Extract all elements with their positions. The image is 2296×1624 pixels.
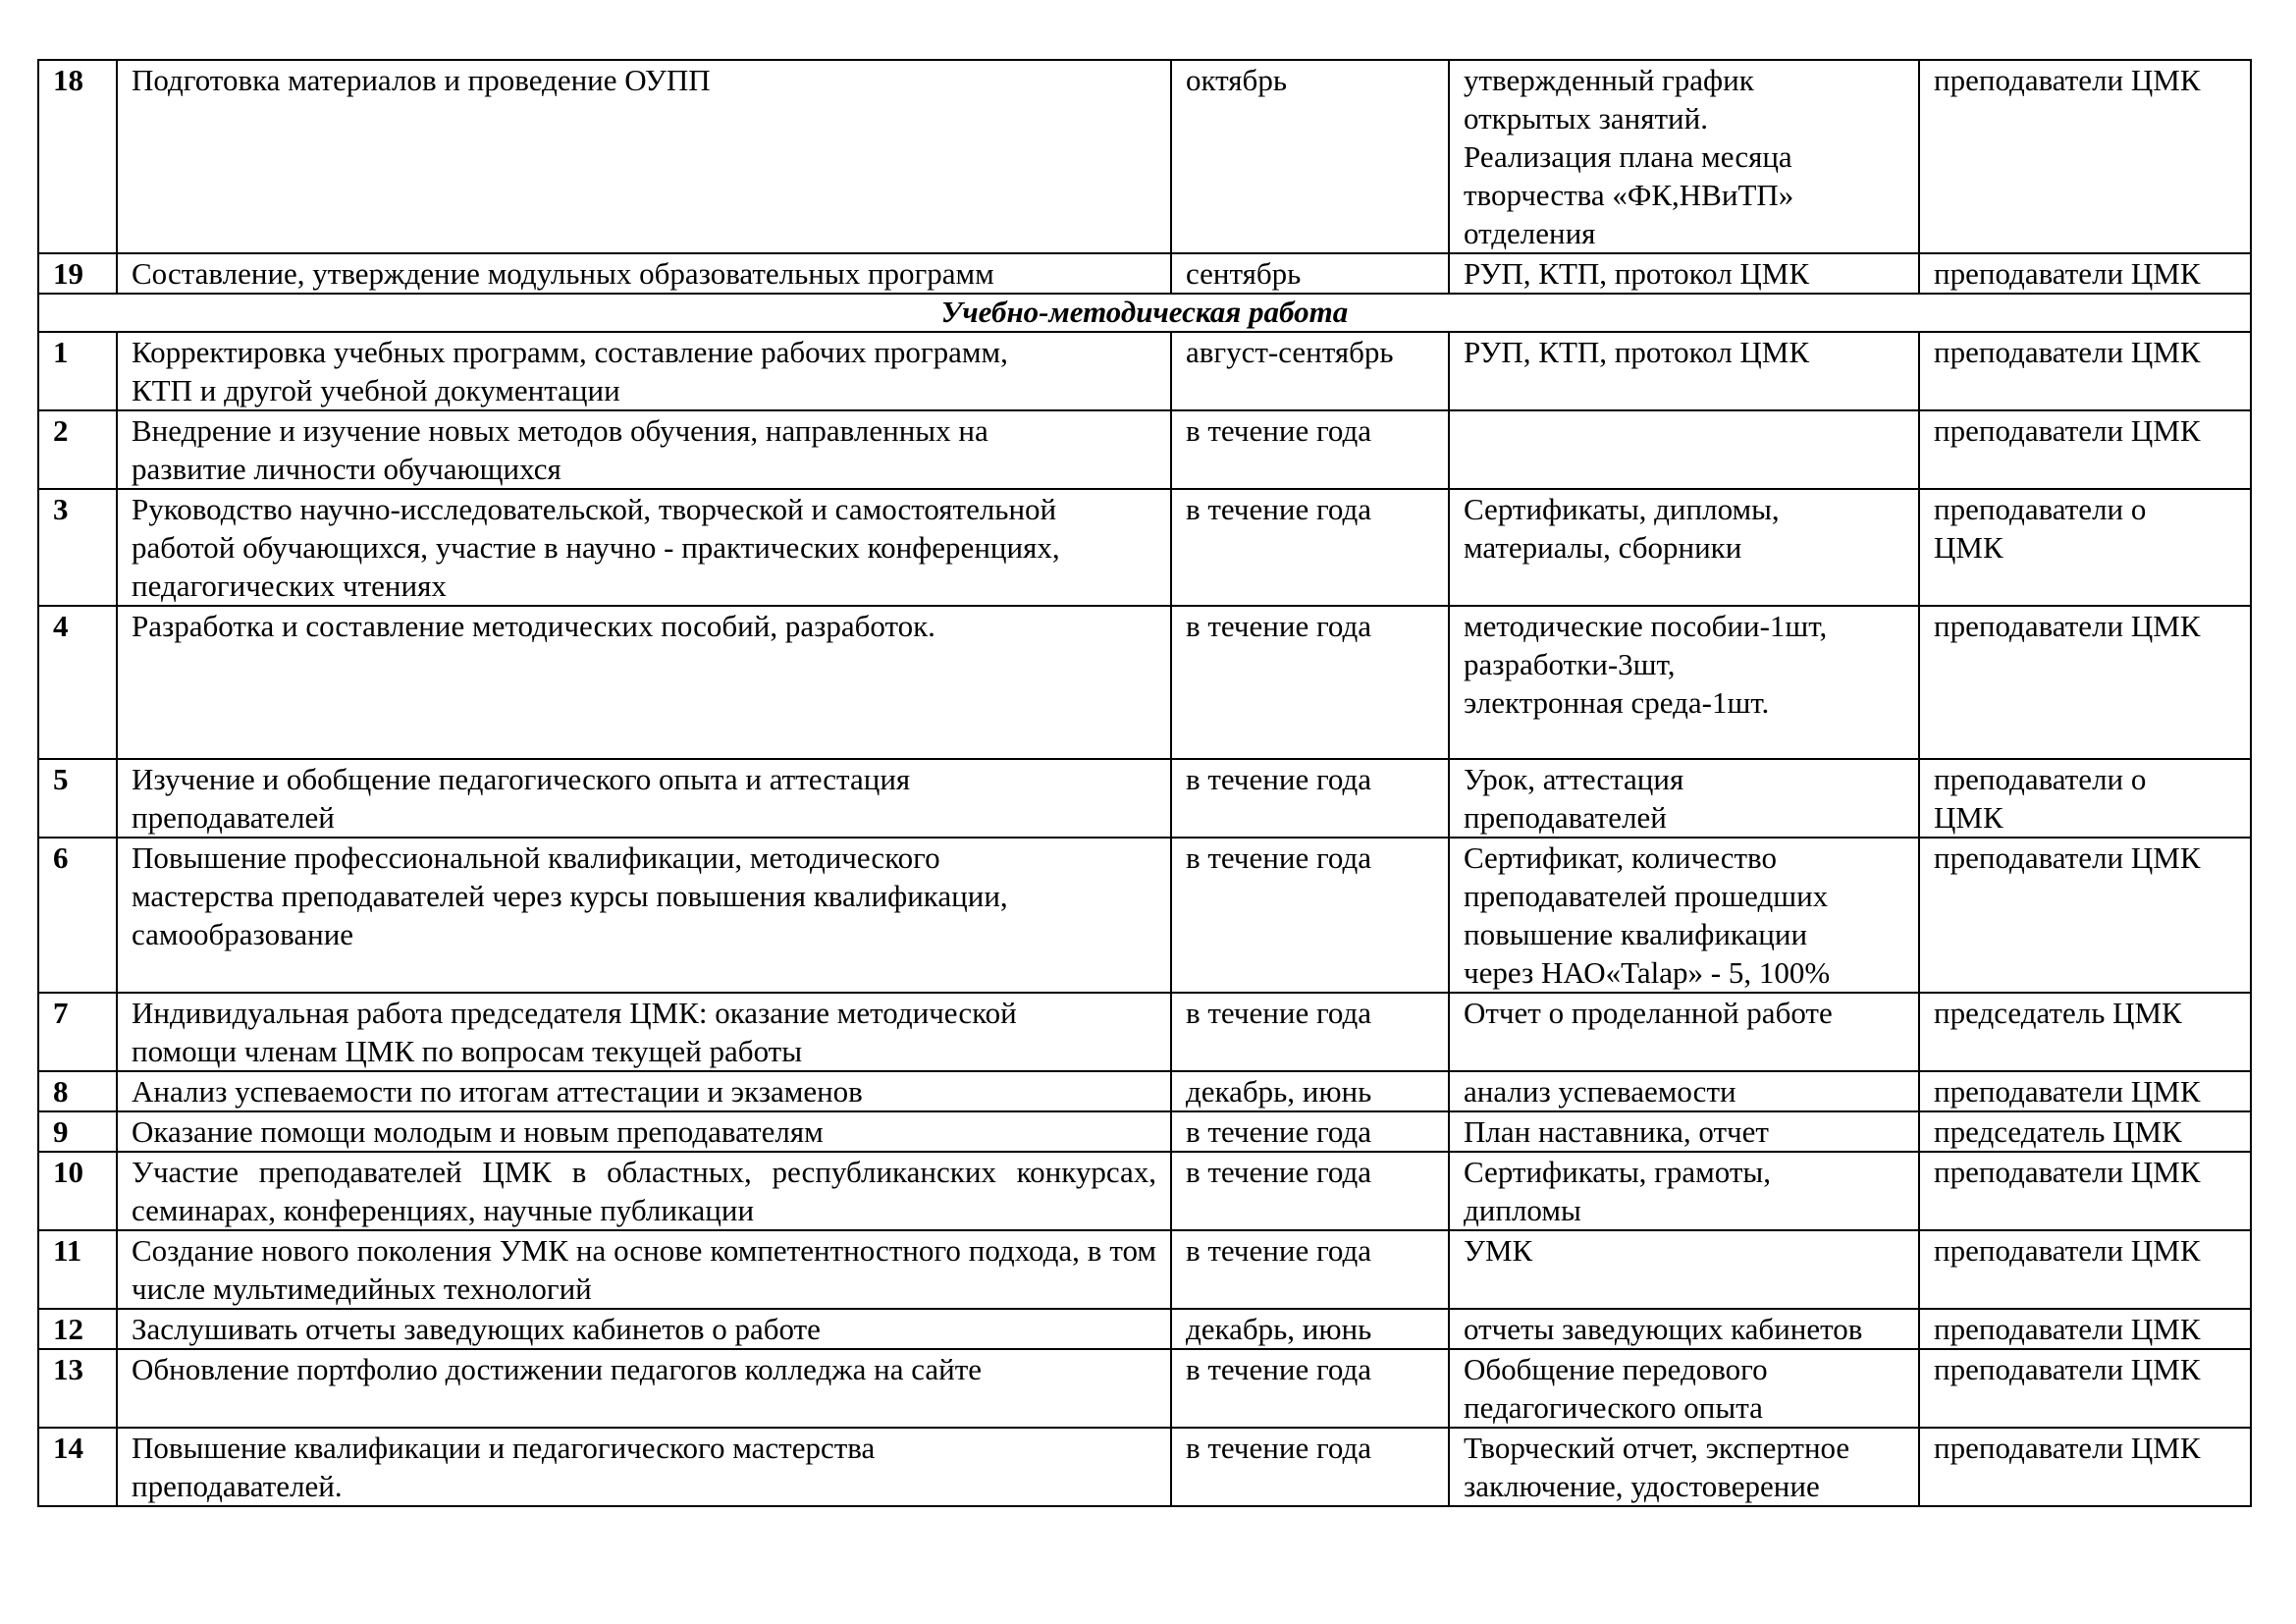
row-number: 18 (38, 60, 117, 253)
task-cell: Разработка и составление методических пособий, разработок. (117, 606, 1171, 759)
result-cell: анализ успеваемости (1449, 1071, 1919, 1111)
result-cell: Отчет о проделанной работе (1449, 993, 1919, 1071)
table-row (38, 759, 2251, 838)
term-cell: август-сентябрь (1171, 332, 1449, 410)
task-cell: Повышение квалификации и педагогического мастерства преподавателей. (117, 1428, 1171, 1506)
task-cell: Подготовка материалов и проведение ОУПП (117, 60, 1171, 253)
result-cell: УМК (1449, 1230, 1919, 1309)
row-number: 6 (38, 838, 117, 993)
row-number: 19 (38, 253, 117, 294)
result-cell: утвержденный график открытых занятий. Реализация плана месяца творчества «ФК,НВиТП» отделения (1449, 60, 1919, 253)
task-cell: Участие преподавателей ЦМК в областных, республиканских конкурсах, семинарах, конференциях, научные публикации (117, 1152, 1171, 1230)
term-cell: в течение года (1171, 489, 1449, 606)
result-cell: отчеты заведующих кабинетов (1449, 1309, 1919, 1349)
responsible-cell: преподаватели ЦМК (1919, 1071, 2251, 1111)
term-cell: в течение года (1171, 410, 1449, 489)
task-cell: Корректировка учебных программ, составление рабочих программ, КТП и другой учебной документации (117, 332, 1171, 410)
task-cell: Изучение и обобщение педагогического опыта и аттестация преподавателей (117, 759, 1171, 838)
term-cell: в течение года (1171, 759, 1449, 838)
responsible-cell: преподаватели ЦМК (1919, 838, 2251, 993)
result-cell: План наставника, отчет (1449, 1111, 1919, 1152)
row-number: 5 (38, 759, 117, 838)
table-row (38, 1349, 2251, 1428)
task-cell: Индивидуальная работа председателя ЦМК: оказание методической помощи членам ЦМК по вопросам текущей работы (117, 993, 1171, 1071)
term-cell: в течение года (1171, 606, 1449, 759)
table-row (38, 838, 2251, 993)
table-row (38, 606, 2251, 759)
responsible-cell: преподаватели ЦМК (1919, 1230, 2251, 1309)
result-cell: РУП, КТП, протокол ЦМК (1449, 253, 1919, 294)
result-cell: Сертификат, количество преподавателей прошедших повышение квалификации через НАО«Talap» - 5, 100% (1449, 838, 1919, 993)
row-number: 12 (38, 1309, 117, 1349)
term-cell: декабрь, июнь (1171, 1071, 1449, 1111)
table-row (38, 60, 2251, 253)
task-cell: Заслушивать отчеты заведующих кабинетов о работе (117, 1309, 1171, 1349)
table-row (38, 489, 2251, 606)
task-cell: Обновление портфолио достижении педагогов колледжа на сайте (117, 1349, 1171, 1428)
table-row (38, 1111, 2251, 1152)
section-row (38, 294, 2251, 332)
table-row (38, 1428, 2251, 1506)
row-number: 2 (38, 410, 117, 489)
task-cell: Внедрение и изучение новых методов обучения, направленных на развитие личности обучающихся (117, 410, 1171, 489)
task-cell: Анализ успеваемости по итогам аттестации и экзаменов (117, 1071, 1171, 1111)
responsible-cell: преподаватели ЦМК (1919, 606, 2251, 759)
responsible-cell: преподаватели ЦМК (1919, 60, 2251, 253)
row-number: 4 (38, 606, 117, 759)
work-plan-table (37, 59, 2252, 1507)
responsible-cell: председатель ЦМК (1919, 1111, 2251, 1152)
document-page (37, 59, 2250, 1507)
term-cell: в течение года (1171, 838, 1449, 993)
term-cell: в течение года (1171, 1230, 1449, 1309)
responsible-cell: преподаватели ЦМК (1919, 332, 2251, 410)
term-cell: в течение года (1171, 1111, 1449, 1152)
result-cell: Сертификаты, грамоты, дипломы (1449, 1152, 1919, 1230)
term-cell: сентябрь (1171, 253, 1449, 294)
responsible-cell: преподаватели о ЦМК (1919, 759, 2251, 838)
task-cell: Повышение профессиональной квалификации, методического мастерства преподавателей через курсы повышения квалификации, самообразование (117, 838, 1171, 993)
responsible-cell: преподаватели ЦМК (1919, 1428, 2251, 1506)
result-cell (1449, 410, 1919, 489)
responsible-cell: преподаватели ЦМК (1919, 410, 2251, 489)
table-row (38, 1152, 2251, 1230)
row-number: 7 (38, 993, 117, 1071)
responsible-cell: преподаватели ЦМК (1919, 1349, 2251, 1428)
result-cell: Творческий отчет, экспертное заключение, удостоверение (1449, 1428, 1919, 1506)
task-cell: Создание нового поколения УМК на основе компетентностного подхода, в том числе мультимедийных технологий (117, 1230, 1171, 1309)
term-cell: в течение года (1171, 1349, 1449, 1428)
table-row (38, 1230, 2251, 1309)
responsible-cell: преподаватели ЦМК (1919, 1309, 2251, 1349)
row-number: 9 (38, 1111, 117, 1152)
table-row (38, 332, 2251, 410)
term-cell: в течение года (1171, 1152, 1449, 1230)
result-cell: Сертификаты, дипломы, материалы, сборники (1449, 489, 1919, 606)
responsible-cell: преподаватели о ЦМК (1919, 489, 2251, 606)
row-number: 3 (38, 489, 117, 606)
result-cell: методические пособии-1шт, разработки-3шт, электронная среда-1шт. (1449, 606, 1919, 759)
task-cell: Руководство научно-исследовательской, творческой и самостоятельной работой обучающихся, участие в научно - практических конференциях, педагогических чтениях (117, 489, 1171, 606)
row-number: 8 (38, 1071, 117, 1111)
task-cell: Составление, утверждение модульных образовательных программ (117, 253, 1171, 294)
table-row (38, 253, 2251, 294)
table-row (38, 410, 2251, 489)
table-row (38, 1071, 2251, 1111)
table-row (38, 993, 2251, 1071)
task-cell: Оказание помощи молодым и новым преподавателям (117, 1111, 1171, 1152)
term-cell: декабрь, июнь (1171, 1309, 1449, 1349)
term-cell: октябрь (1171, 60, 1449, 253)
section-title: Учебно-методическая работа (38, 294, 2251, 332)
table-row (38, 1309, 2251, 1349)
responsible-cell: преподаватели ЦМК (1919, 253, 2251, 294)
term-cell: в течение года (1171, 1428, 1449, 1506)
result-cell: Обобщение передового педагогического опыта (1449, 1349, 1919, 1428)
row-number: 13 (38, 1349, 117, 1428)
result-cell: РУП, КТП, протокол ЦМК (1449, 332, 1919, 410)
row-number: 10 (38, 1152, 117, 1230)
row-number: 1 (38, 332, 117, 410)
responsible-cell: преподаватели ЦМК (1919, 1152, 2251, 1230)
row-number: 11 (38, 1230, 117, 1309)
responsible-cell: председатель ЦМК (1919, 993, 2251, 1071)
result-cell: Урок, аттестация преподавателей (1449, 759, 1919, 838)
row-number: 14 (38, 1428, 117, 1506)
term-cell: в течение года (1171, 993, 1449, 1071)
